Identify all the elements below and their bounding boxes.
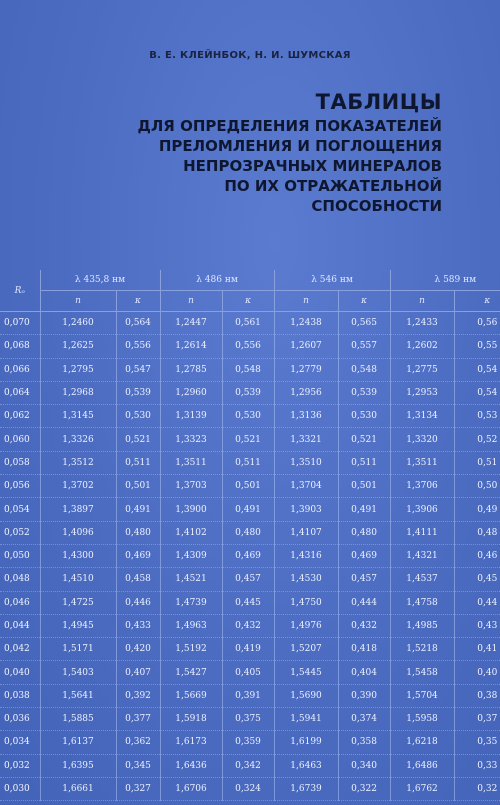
title-line: НЕПРОЗРАЧНЫХ МИНЕРАЛОВ [183,157,442,175]
column-header: n [160,291,222,312]
value-cell: 0,521 [116,428,160,451]
value-cell: 0,501 [338,475,390,498]
value-cell: 0,469 [338,544,390,567]
reflectance-cell: 0,054 [0,498,40,521]
value-cell: 0,418 [338,638,390,661]
value-cell: 1,3134 [390,405,454,428]
value-cell: 0,322 [338,777,390,800]
value-cell: 0,530 [222,405,274,428]
value-cell: 0,52 [454,428,500,451]
value-cell: 1,3321 [274,428,338,451]
value-cell: 0,480 [116,521,160,544]
value-cell: 0,548 [222,358,274,381]
value-cell: 1,6762 [390,777,454,800]
value-cell: 0,501 [222,475,274,498]
value-cell: 1,6661 [40,777,116,800]
value-cell: 0,358 [338,731,390,754]
authors: В. Е. КЛЕЙНБОК, Н. И. ШУМСКАЯ [149,50,351,61]
value-cell: 0,45 [454,568,500,591]
value-cell: 0,446 [116,591,160,614]
value-cell: 1,4725 [40,591,116,614]
value-cell: 1,6218 [390,731,454,754]
wavelength-header: λ 435,8 нм [40,270,160,291]
reflectance-cell: 0,070 [0,312,40,335]
value-cell: 1,5941 [274,708,338,731]
table-row [0,451,500,474]
table-row [0,498,500,521]
value-cell: 1,3139 [160,405,222,428]
table-row [0,614,500,637]
value-cell: 0,37 [454,708,500,731]
title-line: ПРЕЛОМЛЕНИЯ И ПОГЛОЩЕНИЯ [158,137,442,155]
value-cell: 0,539 [222,381,274,404]
value-cell: 0,420 [116,638,160,661]
value-cell: 1,5918 [160,708,222,731]
value-cell: 0,458 [116,568,160,591]
value-cell: 1,5885 [40,708,116,731]
reflectance-cell: 0,044 [0,614,40,637]
value-cell: 1,3326 [40,428,116,451]
value-cell: 0,342 [222,754,274,777]
wavelength-header: λ 486 нм [160,270,274,291]
value-cell: 1,2956 [274,381,338,404]
reflectance-cell: 0,058 [0,451,40,474]
value-cell: 1,4111 [390,521,454,544]
value-cell: 1,4321 [390,544,454,567]
value-cell: 0,521 [222,428,274,451]
value-cell: 0,548 [338,358,390,381]
value-cell: 1,5958 [390,708,454,731]
value-cell: 1,4316 [274,544,338,567]
value-cell: 0,491 [116,498,160,521]
table-row [0,684,500,707]
value-cell: 0,480 [222,521,274,544]
value-cell: 1,5192 [160,638,222,661]
value-cell: 0,404 [338,661,390,684]
value-cell: 0,340 [338,754,390,777]
value-cell: 1,2785 [160,358,222,381]
reflectance-cell: 0,066 [0,358,40,381]
value-cell: 1,4107 [274,521,338,544]
value-cell: 1,2625 [40,335,116,358]
column-header: κ [338,291,390,312]
reflectance-cell: 0,036 [0,708,40,731]
value-cell: 0,41 [454,638,500,661]
value-cell: 0,362 [116,731,160,754]
table-row [0,312,500,335]
value-cell: 1,3897 [40,498,116,521]
value-cell: 0,390 [338,684,390,707]
value-cell: 1,2779 [274,358,338,381]
value-cell: 1,2438 [274,312,338,335]
reflectance-cell: 0,040 [0,661,40,684]
value-cell: 0,469 [222,544,274,567]
value-cell: 0,457 [222,568,274,591]
value-cell: 0,501 [116,475,160,498]
value-cell: 0,375 [222,708,274,731]
table-row [0,777,500,800]
value-cell: 1,4530 [274,568,338,591]
reflectance-cell: 0,034 [0,731,40,754]
value-cell: 1,2614 [160,335,222,358]
value-cell: 0,565 [338,312,390,335]
reflectance-table [0,270,500,801]
column-header: κ [222,291,274,312]
reflectance-cell: 0,046 [0,591,40,614]
value-cell: 1,2775 [390,358,454,381]
table-row [0,405,500,428]
column-header: n [274,291,338,312]
table-row [0,358,500,381]
value-cell: 1,3704 [274,475,338,498]
value-cell: 0,35 [454,731,500,754]
value-cell: 0,556 [222,335,274,358]
reflectance-cell: 0,042 [0,638,40,661]
column-header: n [40,291,116,312]
value-cell: 0,511 [116,451,160,474]
value-cell: 1,4300 [40,544,116,567]
value-cell: 0,54 [454,358,500,381]
column-header: κ [454,291,500,312]
value-cell: 0,480 [338,521,390,544]
value-cell: 0,327 [116,777,160,800]
value-cell: 0,511 [338,451,390,474]
value-cell: 1,2433 [390,312,454,335]
value-cell: 1,2953 [390,381,454,404]
reflectance-cell: 0,038 [0,684,40,707]
value-cell: 0,407 [116,661,160,684]
value-cell: 0,38 [454,684,500,707]
table-row [0,568,500,591]
value-cell: 1,4309 [160,544,222,567]
table-row [0,708,500,731]
value-cell: 1,3145 [40,405,116,428]
value-cell: 0,521 [338,428,390,451]
value-cell: 1,2460 [40,312,116,335]
value-cell: 0,44 [454,591,500,614]
value-cell: 0,33 [454,754,500,777]
reflectance-cell: 0,052 [0,521,40,544]
reflectance-cell: 0,032 [0,754,40,777]
value-cell: 1,4976 [274,614,338,637]
value-cell: 0,51 [454,451,500,474]
value-cell: 1,3900 [160,498,222,521]
value-cell: 1,3512 [40,451,116,474]
value-cell: 0,469 [116,544,160,567]
value-cell: 1,2795 [40,358,116,381]
value-cell: 0,432 [222,614,274,637]
value-cell: 1,6486 [390,754,454,777]
value-cell: 1,3702 [40,475,116,498]
value-cell: 0,374 [338,708,390,731]
table-row [0,661,500,684]
value-cell: 1,5403 [40,661,116,684]
value-cell: 1,6137 [40,731,116,754]
value-cell: 1,3706 [390,475,454,498]
table-row [0,521,500,544]
value-cell: 0,392 [116,684,160,707]
value-cell: 1,3511 [160,451,222,474]
value-cell: 1,2607 [274,335,338,358]
value-cell: 1,4510 [40,568,116,591]
title-line: ДЛЯ ОПРЕДЕЛЕНИЯ ПОКАЗАТЕЛЕЙ [137,117,442,135]
value-cell: 1,5207 [274,638,338,661]
value-cell: 0,40 [454,661,500,684]
value-cell: 1,4102 [160,521,222,544]
value-cell: 1,5218 [390,638,454,661]
value-cell: 1,6436 [160,754,222,777]
value-cell: 1,5171 [40,638,116,661]
reflectance-cell: 0,060 [0,428,40,451]
value-cell: 0,48 [454,521,500,544]
value-cell: 0,49 [454,498,500,521]
value-cell: 0,43 [454,614,500,637]
table-wrap [0,270,500,805]
table-row [0,381,500,404]
value-cell: 0,457 [338,568,390,591]
title-main: ТАБЛИЦЫ [315,90,442,114]
table-row [0,754,500,777]
title-line: СПОСОБНОСТИ [311,197,442,215]
value-cell: 0,511 [222,451,274,474]
row-header: Rₒ [0,270,40,312]
table-row [0,475,500,498]
value-cell: 0,432 [338,614,390,637]
value-cell: 0,530 [116,405,160,428]
table-row [0,638,500,661]
value-cell: 1,6395 [40,754,116,777]
value-cell: 1,4096 [40,521,116,544]
value-cell: 0,491 [222,498,274,521]
value-cell: 0,359 [222,731,274,754]
value-cell: 1,5445 [274,661,338,684]
reflectance-cell: 0,064 [0,381,40,404]
reflectance-cell: 0,030 [0,777,40,800]
value-cell: 1,3320 [390,428,454,451]
value-cell: 1,4521 [160,568,222,591]
value-cell: 0,539 [116,381,160,404]
value-cell: 1,5704 [390,684,454,707]
reflectance-cell: 0,062 [0,405,40,428]
value-cell: 0,391 [222,684,274,707]
value-cell: 1,6199 [274,731,338,754]
value-cell: 1,4963 [160,614,222,637]
column-header: κ [116,291,160,312]
value-cell: 1,5690 [274,684,338,707]
value-cell: 0,530 [338,405,390,428]
value-cell: 1,3906 [390,498,454,521]
value-cell: 1,4537 [390,568,454,591]
value-cell: 0,419 [222,638,274,661]
value-cell: 1,3323 [160,428,222,451]
value-cell: 1,5427 [160,661,222,684]
value-cell: 0,377 [116,708,160,731]
value-cell: 0,445 [222,591,274,614]
value-cell: 0,491 [338,498,390,521]
value-cell: 0,55 [454,335,500,358]
reflectance-cell: 0,048 [0,568,40,591]
table-body [0,312,500,801]
table-row [0,335,500,358]
value-cell: 1,4758 [390,591,454,614]
value-cell: 1,5641 [40,684,116,707]
value-cell: 0,345 [116,754,160,777]
value-cell: 0,547 [116,358,160,381]
value-cell: 0,444 [338,591,390,614]
title-line: ПО ИХ ОТРАЖАТЕЛЬНОЙ [224,177,442,195]
value-cell: 0,54 [454,381,500,404]
value-cell: 1,4739 [160,591,222,614]
value-cell: 1,5458 [390,661,454,684]
value-cell: 1,2602 [390,335,454,358]
value-cell: 1,4750 [274,591,338,614]
table-row [0,428,500,451]
reflectance-cell: 0,056 [0,475,40,498]
value-cell: 1,3510 [274,451,338,474]
value-cell: 1,3136 [274,405,338,428]
column-header: n [390,291,454,312]
value-cell: 1,3511 [390,451,454,474]
table-row [0,591,500,614]
value-cell: 0,46 [454,544,500,567]
value-cell: 0,56 [454,312,500,335]
value-cell: 1,4945 [40,614,116,637]
value-cell: 1,5669 [160,684,222,707]
value-cell: 0,324 [222,777,274,800]
value-cell: 0,556 [116,335,160,358]
value-cell: 1,6706 [160,777,222,800]
value-cell: 1,6463 [274,754,338,777]
wavelength-header: λ 589 нм [390,270,500,291]
value-cell: 0,53 [454,405,500,428]
value-cell: 0,433 [116,614,160,637]
value-cell: 1,3703 [160,475,222,498]
value-cell: 1,2968 [40,381,116,404]
table-row [0,731,500,754]
value-cell: 1,4985 [390,614,454,637]
value-cell: 1,3903 [274,498,338,521]
value-cell: 1,6173 [160,731,222,754]
wavelength-header: λ 546 нм [274,270,390,291]
title-block [62,88,442,216]
value-cell: 1,2447 [160,312,222,335]
value-cell: 0,405 [222,661,274,684]
value-cell: 0,539 [338,381,390,404]
value-cell: 0,564 [116,312,160,335]
reflectance-cell: 0,068 [0,335,40,358]
value-cell: 0,557 [338,335,390,358]
value-cell: 1,2960 [160,381,222,404]
value-cell: 0,561 [222,312,274,335]
value-cell: 1,6739 [274,777,338,800]
value-cell: 0,32 [454,777,500,800]
table-row [0,544,500,567]
reflectance-cell: 0,050 [0,544,40,567]
value-cell: 0,50 [454,475,500,498]
